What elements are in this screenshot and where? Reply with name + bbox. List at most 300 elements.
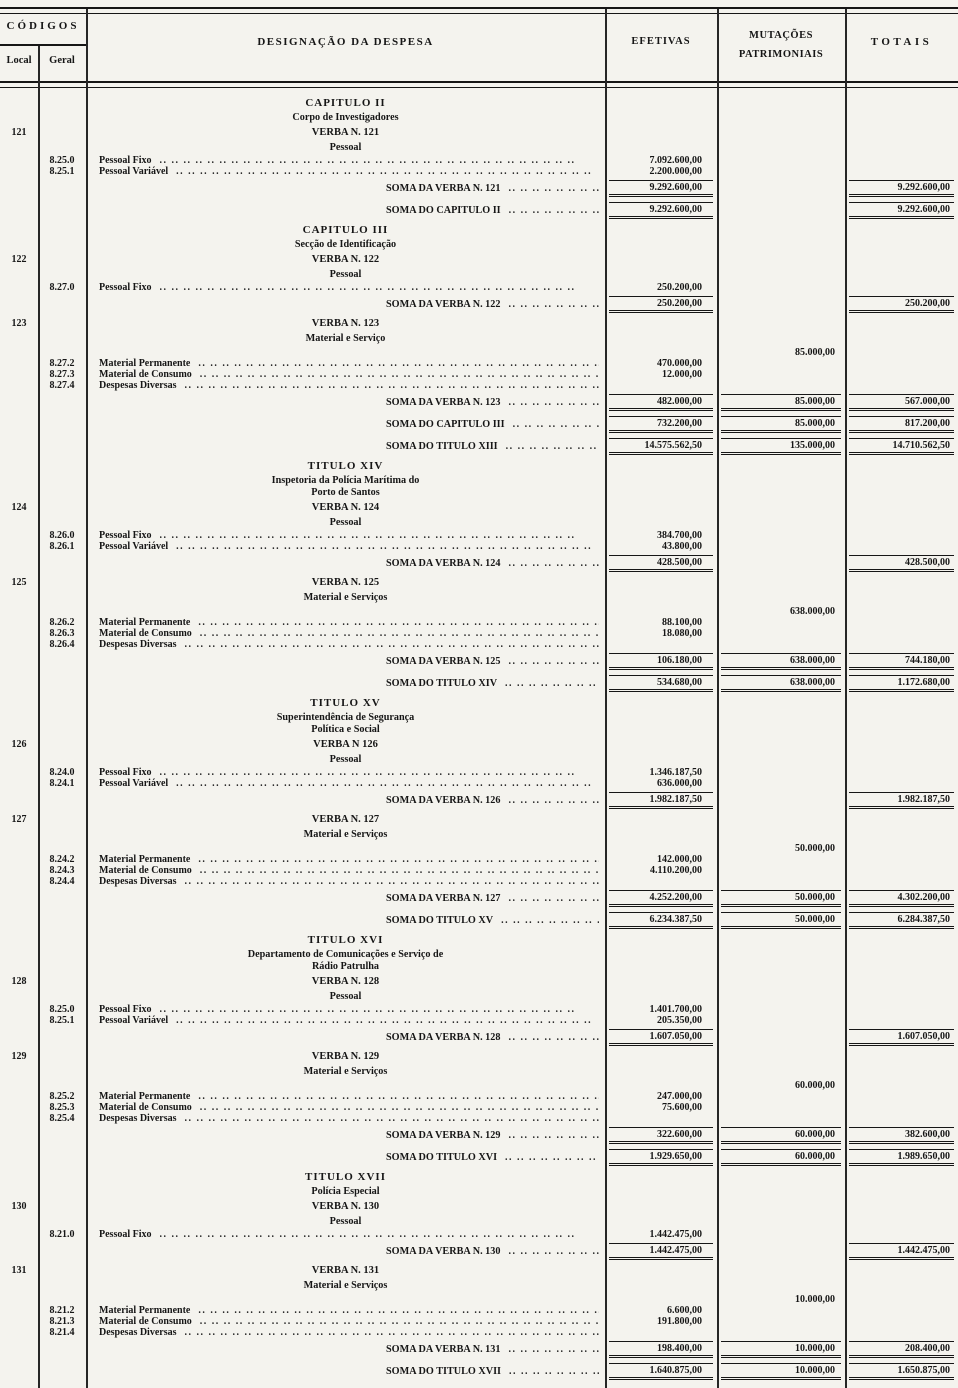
item-label: Pessoal Fixo [99, 530, 152, 541]
item-label: Despesas Diversas [99, 380, 177, 391]
sum-efetivas-amount: 106.180,00 [609, 653, 713, 670]
row-item [0, 1015, 958, 1026]
row-item [0, 166, 958, 177]
item-label: Material de Consumo [99, 1316, 192, 1327]
dot-leader [176, 1015, 599, 1026]
row-sum [0, 789, 958, 811]
verba-heading: VERBA N. 122 [311, 253, 380, 265]
item-label: Pessoal Variável [99, 166, 169, 177]
dot-leader [509, 1366, 599, 1377]
row-sum [0, 887, 958, 909]
geral-code: 8.27.3 [49, 369, 75, 380]
sum-efetivas-amount: 250.200,00 [609, 296, 713, 313]
item-label: Material Permanente [99, 617, 191, 628]
sum-label: SOMA DA VERBA N. 123 [386, 396, 501, 408]
local-code: 129 [11, 1050, 27, 1062]
dot-leader [508, 558, 599, 569]
row-item [0, 854, 958, 865]
sum-efetivas-amount: 1.982.187,50 [609, 792, 713, 809]
sum-totais-amount: 1.989.650,00 [849, 1149, 954, 1166]
sum-totais-amount: 1.607.050,00 [849, 1029, 954, 1046]
row-verba [0, 1198, 958, 1214]
verba-heading: VERBA N. 130 [311, 1200, 380, 1212]
dot-leader [198, 854, 599, 865]
verba-heading: VERBA N. 127 [311, 813, 380, 825]
row-item [0, 1004, 958, 1015]
dot-leader [200, 628, 599, 639]
group-heading: Material e Serviços [303, 1066, 388, 1077]
row-item [0, 1113, 958, 1124]
efetivas-amount: 7.092.600,00 [649, 155, 702, 166]
item-label: Material Permanente [99, 1305, 191, 1316]
row-group [0, 331, 958, 346]
row-item [0, 1305, 958, 1316]
sum-totais-amount: 817.200,00 [849, 416, 954, 433]
sum-totais-amount: 6.284.387,50 [849, 912, 954, 929]
mutacoes-amount: 638.000,00 [790, 605, 835, 617]
sum-efetivas-amount: 9.292.600,00 [609, 180, 713, 197]
row-group [0, 827, 958, 842]
sum-label: SOMA DA VERBA N. 126 [386, 794, 501, 806]
dot-leader [508, 1246, 599, 1257]
row-item [0, 1102, 958, 1113]
sum-label: SOMA DA VERBA N. 121 [386, 182, 501, 194]
row-verba [0, 124, 958, 140]
local-code: 131 [11, 1264, 27, 1276]
row-sum [0, 1240, 958, 1262]
row-item [0, 1091, 958, 1102]
row-group [0, 989, 958, 1004]
row-sum [0, 672, 958, 694]
efetivas-amount: 247.000,00 [657, 1091, 702, 1102]
item-label: Pessoal Variável [99, 541, 169, 552]
sum-efetivas-amount: 4.252.200,00 [609, 890, 713, 907]
row-mutacao [0, 842, 958, 854]
row-section [0, 112, 958, 124]
local-code: 125 [11, 576, 27, 588]
row-mutacao [0, 1293, 958, 1305]
row-section [0, 475, 958, 499]
geral-code: 8.27.0 [49, 282, 75, 293]
sum-totais-amount: 250.200,00 [849, 296, 954, 313]
dot-leader [160, 767, 600, 778]
sum-label: SOMA DO TITULO XVI [386, 1151, 498, 1163]
geral-code: 8.21.0 [49, 1229, 75, 1240]
mutacoes-amount: 60.000,00 [795, 1079, 835, 1091]
sum-label: SOMA DA VERBA N. 129 [386, 1129, 501, 1141]
row-verba [0, 1048, 958, 1064]
dot-leader [508, 397, 599, 408]
geral-code: 8.26.1 [49, 541, 75, 552]
sum-label: SOMA DO TITULO XV [386, 914, 494, 926]
dot-leader [185, 639, 600, 650]
row-item [0, 155, 958, 166]
row-group [0, 515, 958, 530]
geral-code: 8.24.4 [49, 876, 75, 887]
geral-code: 8.25.1 [49, 166, 75, 177]
row-sum [0, 1026, 958, 1048]
geral-code: 8.25.0 [49, 1004, 75, 1015]
header-bottom-double-rule [0, 81, 958, 88]
item-label: Material de Consumo [99, 628, 192, 639]
sum-efetivas-amount: 198.400,00 [609, 1341, 713, 1358]
dot-leader [505, 1152, 599, 1163]
section-heading-line: Superintendência de Segurança [276, 712, 415, 723]
sum-mutacoes-amount: 85.000,00 [721, 394, 841, 411]
sum-label: SOMA DO TITULO XVII [386, 1365, 502, 1377]
sum-totais-amount: 1.172.680,00 [849, 675, 954, 692]
dot-leader [176, 778, 599, 789]
sum-mutacoes-amount: 10.000,00 [721, 1341, 841, 1358]
mutacoes-amount: 50.000,00 [795, 842, 835, 854]
mutacoes-amount: 85.000,00 [795, 346, 835, 358]
verba-heading: VERBA N. 128 [311, 975, 380, 987]
dot-leader [508, 1032, 599, 1043]
dot-leader [505, 678, 599, 689]
sum-totais-amount: 9.292.600,00 [849, 202, 954, 219]
dot-leader [198, 1305, 599, 1316]
dot-leader [200, 369, 599, 380]
row-item [0, 358, 958, 369]
sum-totais-amount: 1.442.475,00 [849, 1243, 954, 1260]
dot-leader [185, 876, 600, 887]
local-code: 128 [11, 975, 27, 987]
row-verba [0, 811, 958, 827]
dot-leader [198, 1091, 599, 1102]
row-item [0, 876, 958, 887]
row-sum [0, 650, 958, 672]
row-group [0, 267, 958, 282]
sum-totais-amount: 9.292.600,00 [849, 180, 954, 197]
sum-mutacoes-amount: 50.000,00 [721, 912, 841, 929]
section-heading-line: Polícia Especial [311, 1186, 380, 1197]
sum-totais-amount: 208.400,00 [849, 1341, 954, 1358]
sum-label: SOMA DA VERBA N. 125 [386, 655, 501, 667]
dot-leader [508, 1344, 599, 1355]
sum-label: SOMA DO TITULO XIV [386, 677, 498, 689]
dot-leader [160, 155, 600, 166]
top-double-rule [0, 7, 958, 14]
row-section [0, 712, 958, 736]
geral-code: 8.27.2 [49, 358, 75, 369]
dot-leader [185, 1113, 600, 1124]
verba-heading: VERBA N. 131 [311, 1264, 380, 1276]
efetivas-amount: 142.000,00 [657, 854, 702, 865]
efetivas-amount: 75.600,00 [662, 1102, 702, 1113]
sum-efetivas-amount: 482.000,00 [609, 394, 713, 411]
row-sum [0, 391, 958, 413]
header-local: Local [6, 55, 32, 66]
dot-leader [508, 656, 599, 667]
row-group [0, 140, 958, 155]
row-verba [0, 574, 958, 590]
row-chapter [0, 221, 958, 239]
mutacoes-amount: 10.000,00 [795, 1293, 835, 1305]
efetivas-amount: 1.442.475,00 [649, 1229, 702, 1240]
dot-leader [200, 1316, 599, 1327]
table-header [0, 0, 958, 88]
sum-efetivas-amount: 14.575.562,50 [609, 438, 713, 455]
verba-heading: VERBA N. 125 [311, 576, 380, 588]
efetivas-amount: 6.600,00 [667, 1305, 702, 1316]
verba-heading: VERBA N. 129 [311, 1050, 380, 1062]
row-item [0, 628, 958, 639]
row-sum [0, 293, 958, 315]
sum-efetivas-amount: 732.200,00 [609, 416, 713, 433]
item-label: Despesas Diversas [99, 1113, 177, 1124]
row-verba [0, 499, 958, 515]
dot-leader [509, 205, 599, 216]
local-code: 124 [11, 501, 27, 513]
item-label: Material Permanente [99, 854, 191, 865]
item-label: Despesas Diversas [99, 1327, 177, 1338]
chapter-heading: TITULO XIV [307, 460, 384, 472]
geral-code: 8.25.0 [49, 155, 75, 166]
header-geral: Geral [49, 55, 75, 66]
dot-leader [160, 282, 600, 293]
row-item [0, 639, 958, 650]
item-label: Despesas Diversas [99, 876, 177, 887]
item-label: Pessoal Variável [99, 1015, 169, 1026]
item-label: Pessoal Variável [99, 778, 169, 789]
row-section [0, 239, 958, 251]
section-heading-line: Política e Social [311, 724, 380, 735]
verba-heading: VERBA N. 123 [311, 317, 380, 329]
section-heading-line: Corpo de Investigadores [292, 112, 399, 123]
item-label: Pessoal Fixo [99, 1229, 152, 1240]
efetivas-amount: 4.110.200,00 [650, 865, 702, 876]
local-code: 123 [11, 317, 27, 329]
sum-totais-amount: 1.650.875,00 [849, 1363, 954, 1380]
chapter-heading: TITULO XVII [305, 1171, 386, 1183]
dot-leader [508, 795, 599, 806]
sum-label: SOMA DA VERBA N. 131 [386, 1343, 501, 1355]
efetivas-amount: 250.200,00 [657, 282, 702, 293]
item-label: Pessoal Fixo [99, 1004, 152, 1015]
row-item [0, 767, 958, 778]
sum-totais-amount: 1.982.187,50 [849, 792, 954, 809]
group-heading: Pessoal [329, 1216, 362, 1227]
geral-code: 8.21.2 [49, 1305, 75, 1316]
efetivas-amount: 1.346.187,50 [649, 767, 702, 778]
row-verba [0, 1262, 958, 1278]
item-label: Material Permanente [99, 358, 191, 369]
dot-leader [160, 530, 600, 541]
sum-totais-amount: 382.600,00 [849, 1127, 954, 1144]
verba-heading: VERBA N. 124 [311, 501, 380, 513]
sum-mutacoes-amount: 135.000,00 [721, 438, 841, 455]
sum-efetivas-amount: 1.607.050,00 [609, 1029, 713, 1046]
dot-leader [501, 915, 599, 926]
item-label: Material Permanente [99, 1091, 191, 1102]
section-heading-line: Secção de Identificação [294, 239, 397, 250]
row-verba [0, 315, 958, 331]
row-item [0, 617, 958, 628]
sum-label: SOMA DO CAPITULO II [386, 204, 501, 216]
geral-code: 8.25.1 [49, 1015, 75, 1026]
efetivas-amount: 2.200.000,00 [649, 166, 702, 177]
row-sum [0, 1338, 958, 1360]
row-item [0, 1229, 958, 1240]
geral-code: 8.25.2 [49, 1091, 75, 1102]
row-sum [0, 1146, 958, 1168]
geral-code: 8.21.4 [49, 1327, 75, 1338]
row-verba [0, 736, 958, 752]
chapter-heading: CAPITULO III [302, 224, 389, 236]
codigos-underline-rule [0, 44, 86, 46]
row-group [0, 1214, 958, 1229]
group-heading: Material e Serviço [305, 333, 386, 344]
sum-totais-amount: 428.500,00 [849, 555, 954, 572]
group-heading: Pessoal [329, 991, 362, 1002]
local-code: 121 [11, 126, 27, 138]
geral-code: 8.21.3 [49, 1316, 75, 1327]
local-code: 127 [11, 813, 27, 825]
efetivas-amount: 43.800,00 [662, 541, 702, 552]
efetivas-amount: 636.000,00 [657, 778, 702, 789]
sum-label: SOMA DA VERBA N. 124 [386, 557, 501, 569]
efetivas-amount: 384.700,00 [657, 530, 702, 541]
sum-label: SOMA DA VERBA N. 122 [386, 298, 501, 310]
row-chapter [0, 694, 958, 712]
efetivas-amount: 470.000,00 [657, 358, 702, 369]
header-efetivas: EFETIVAS [631, 36, 691, 47]
header-mutacoes-patrimoniais [717, 26, 845, 64]
item-label: Material de Consumo [99, 865, 192, 876]
group-heading: Pessoal [329, 517, 362, 528]
sum-efetivas-amount: 6.234.387,50 [609, 912, 713, 929]
sum-totais-amount: 567.000,00 [849, 394, 954, 411]
item-label: Pessoal Fixo [99, 155, 152, 166]
item-label: Material de Consumo [99, 369, 192, 380]
local-code: 130 [11, 1200, 27, 1212]
efetivas-amount: 88.100,00 [662, 617, 702, 628]
row-group [0, 1064, 958, 1079]
geral-code: 8.27.4 [49, 380, 75, 391]
sum-efetivas-amount: 1.929.650,00 [609, 1149, 713, 1166]
group-heading: Material e Serviços [303, 829, 388, 840]
row-item [0, 865, 958, 876]
row-item [0, 369, 958, 380]
dot-leader [176, 166, 599, 177]
sum-mutacoes-amount: 638.000,00 [721, 675, 841, 692]
efetivas-amount: 18.080,00 [662, 628, 702, 639]
row-chapter [0, 931, 958, 949]
geral-code: 8.26.2 [49, 617, 75, 628]
sum-label: SOMA DO CAPITULO III [386, 418, 505, 430]
chapter-heading: CAPITULO II [305, 97, 386, 109]
efetivas-amount: 12.000,00 [662, 369, 702, 380]
row-item [0, 778, 958, 789]
row-mutacao [0, 605, 958, 617]
dot-leader [508, 183, 599, 194]
dot-leader [198, 617, 599, 628]
efetivas-amount: 191.800,00 [657, 1316, 702, 1327]
efetivas-amount: 1.401.700,00 [649, 1004, 702, 1015]
chapter-heading: TITULO XV [310, 697, 381, 709]
sum-mutacoes-amount: 50.000,00 [721, 890, 841, 907]
local-code: 122 [11, 253, 27, 265]
geral-code: 8.24.0 [49, 767, 75, 778]
sum-mutacoes-amount: 60.000,00 [721, 1127, 841, 1144]
header-codigos: CÓDIGOS [6, 20, 80, 32]
row-item [0, 1327, 958, 1338]
row-sum [0, 1360, 958, 1382]
section-heading-line: Inspetoria da Polícia Marítima do [271, 475, 420, 486]
sum-efetivas-amount: 322.600,00 [609, 1127, 713, 1144]
geral-code: 8.24.3 [49, 865, 75, 876]
group-heading: Pessoal [329, 269, 362, 280]
dot-leader [185, 380, 600, 391]
group-heading: Pessoal [329, 142, 362, 153]
sum-label: SOMA DO TITULO XIII [386, 440, 498, 452]
row-group [0, 752, 958, 767]
sum-efetivas-amount: 428.500,00 [609, 555, 713, 572]
sum-efetivas-amount: 1.640.875,00 [609, 1363, 713, 1380]
row-item [0, 541, 958, 552]
dot-leader [160, 1229, 600, 1240]
row-group [0, 590, 958, 605]
section-heading-line: Departamento de Comunicações e Serviço de [247, 949, 444, 960]
sum-mutacoes-amount: 10.000,00 [721, 1363, 841, 1380]
dot-leader [200, 865, 599, 876]
row-sum [0, 1124, 958, 1146]
dot-leader [176, 541, 599, 552]
dot-leader [508, 893, 599, 904]
row-chapter [0, 94, 958, 112]
chapter-heading: TITULO XVI [307, 934, 384, 946]
geral-code: 8.24.1 [49, 778, 75, 789]
geral-code: 8.26.0 [49, 530, 75, 541]
group-heading: Pessoal [329, 754, 362, 765]
sum-mutacoes-amount: 60.000,00 [721, 1149, 841, 1166]
sum-efetivas-amount: 1.442.475,00 [609, 1243, 713, 1260]
dot-leader [160, 1004, 600, 1015]
row-item [0, 530, 958, 541]
header-mutacoes-line1: MUTAÇÕES [749, 30, 813, 41]
geral-code: 8.24.2 [49, 854, 75, 865]
row-sum [0, 177, 958, 199]
section-heading-line: Porto de Santos [311, 487, 380, 498]
verba-heading: VERBA N. 121 [311, 126, 380, 138]
group-heading: Material e Serviços [303, 592, 388, 603]
row-item [0, 380, 958, 391]
dot-leader [513, 419, 599, 430]
dot-leader [508, 299, 599, 310]
row-sum [0, 909, 958, 931]
item-label: Pessoal Fixo [99, 767, 152, 778]
sum-mutacoes-amount: 638.000,00 [721, 653, 841, 670]
item-label: Pessoal Fixo [99, 282, 152, 293]
section-heading-line: Rádio Patrulha [311, 961, 380, 972]
sum-totais-amount: 744.180,00 [849, 653, 954, 670]
row-section [0, 949, 958, 973]
row-chapter [0, 457, 958, 475]
geral-code: 8.25.4 [49, 1113, 75, 1124]
row-group [0, 1278, 958, 1293]
row-sum [0, 435, 958, 457]
row-item [0, 1316, 958, 1327]
table-body [0, 88, 958, 1382]
item-label: Material de Consumo [99, 1102, 192, 1113]
local-code: 126 [11, 738, 27, 750]
group-heading: Material e Serviços [303, 1280, 388, 1291]
sum-label: SOMA DA VERBA N. 130 [386, 1245, 501, 1257]
geral-code: 8.26.3 [49, 628, 75, 639]
header-totais: TOTAIS [870, 36, 933, 48]
dot-leader [185, 1327, 600, 1338]
row-verba [0, 251, 958, 267]
